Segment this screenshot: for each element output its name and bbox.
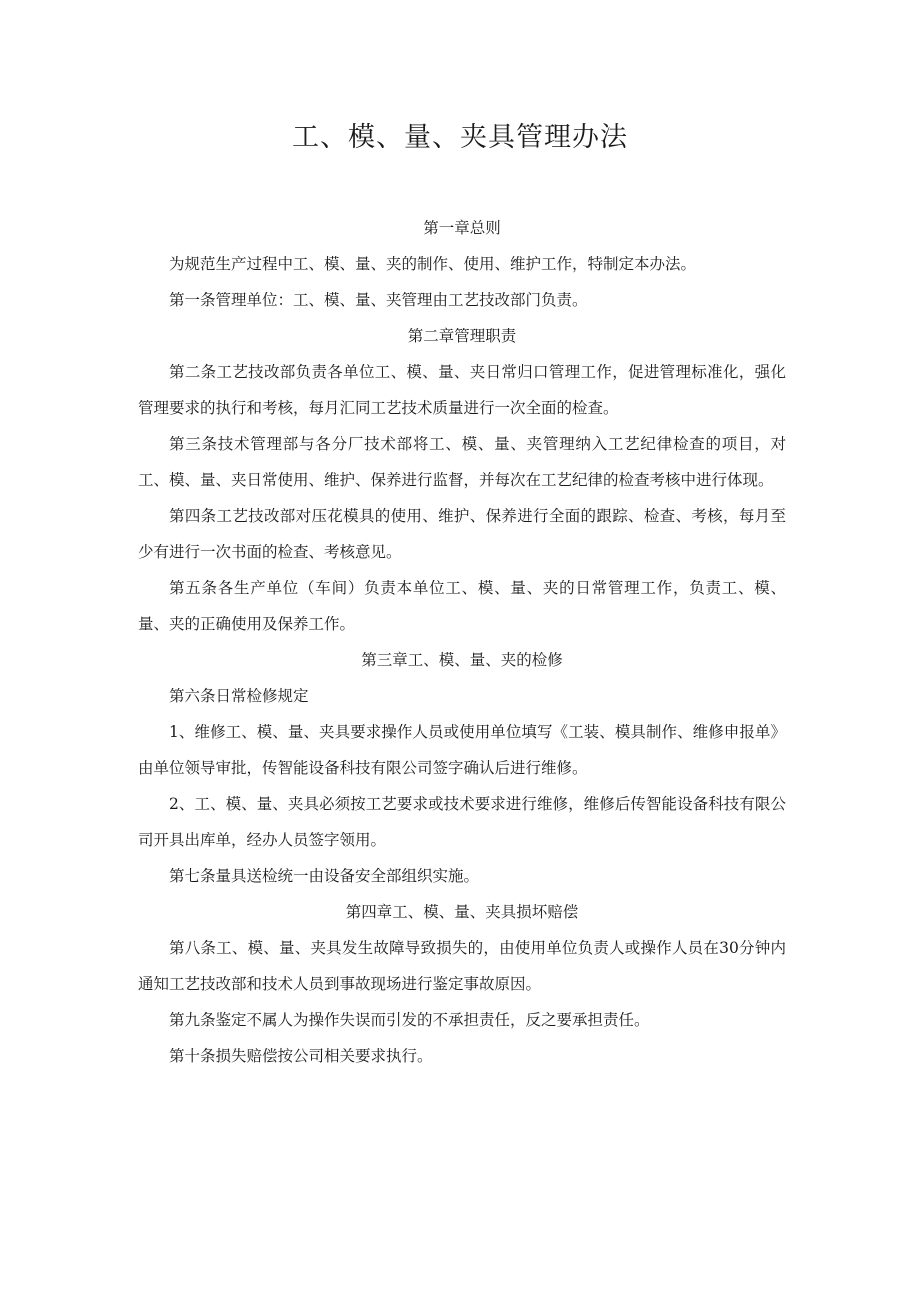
paragraph: 第四条工艺技改部对压花模具的使用、维护、保养进行全面的跟踪、检查、考核，每月至少有进行一次书面的检查、考核意见。 <box>138 507 786 561</box>
paragraph: 第七条量具送检统一由设备安全部组织实施。 <box>169 867 480 885</box>
chapter-heading: 第四章工、模、量、夹具损坏赔偿 <box>345 903 579 921</box>
chapter-heading: 第一章总则 <box>423 219 501 237</box>
paragraph: 第二条工艺技改部负责各单位工、模、量、夹日常归口管理工作，促进管理标准化，强化管理要求的执行和考核，每月汇同工艺技术质量进行一次全面的检查。 <box>138 363 786 417</box>
paragraph: 第三条技术管理部与各分厂技术部将工、模、量、夹管理纳入工艺纪律检查的项目，对工、模、量、夹日常使用、维护、保养进行监督，并每次在工艺纪律的检查考核中进行体现。 <box>138 435 786 489</box>
paragraph: 2、工、模、量、夹具必须按工艺要求或技术要求进行维修，维修后传智能设备科技有限公司开具出库单，经办人员签字领用。 <box>138 795 786 849</box>
document-body <box>138 210 786 1074</box>
paragraph: 1、维修工、模、量、夹具要求操作人员或使用单位填写《工装、模具制作、维修申报单》由单位领导审批，传智能设备科技有限公司签字确认后进行维修。 <box>138 723 786 777</box>
paragraph: 第五条各生产单位（车间）负责本单位工、模、量、夹的日常管理工作，负责工、模、量、夹的正确使用及保养工作。 <box>138 579 786 633</box>
paragraph: 第一条管理单位：工、模、量、夹管理由工艺技改部门负责。 <box>169 291 588 309</box>
paragraph: 第六条日常检修规定 <box>169 687 309 705</box>
paragraph: 第九条鉴定不属人为操作失误而引发的不承担责任，反之要承担责任。 <box>169 1011 650 1029</box>
document-title: 工、模、量、夹具管理办法 <box>292 122 628 153</box>
paragraph: 第十条损失赔偿按公司相关要求执行。 <box>169 1047 433 1065</box>
paragraph: 为规范生产过程中工、模、量、夹的制作、使用、维护工作，特制定本办法。 <box>169 255 697 273</box>
chapter-heading: 第三章工、模、量、夹的检修 <box>361 651 563 669</box>
paragraph: 第八条工、模、量、夹具发生故障导致损失的，由使用单位负责人或操作人员在30分钟内通知工艺技改部和技术人员到事故现场进行鉴定事故原因。 <box>138 939 786 993</box>
chapter-heading: 第二章管理职责 <box>407 327 517 345</box>
